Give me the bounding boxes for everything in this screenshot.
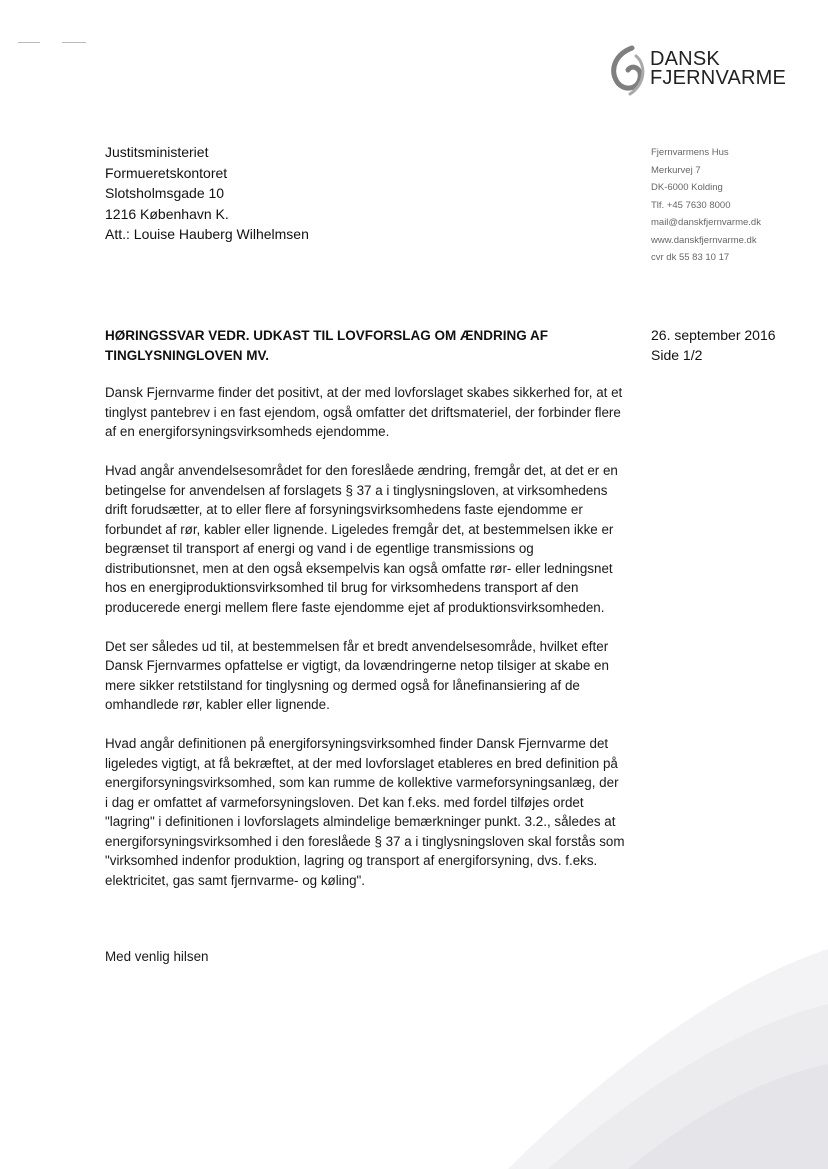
body-paragraph: Dansk Fjernvarme finder det positivt, at der med lovforslaget skabes sikkerhed for, at et tinglyst pantebrev i en fast ejendom, også omfatter det driftsmateriel, der forbinder flere af en energiforsyningsvirksomheds ejendomme.: [105, 385, 623, 439]
sender-address: [651, 144, 761, 267]
sender-cvr: cvr dk 55 83 10 17: [651, 252, 730, 263]
logo-line-1: DANSK: [650, 48, 720, 70]
recipient-line: 1216 København K.: [105, 205, 229, 222]
sender-website: www.danskfjernvarme.dk: [651, 234, 757, 246]
letter-body: [105, 383, 625, 910]
logo-line-2: FJERNVARME: [650, 67, 787, 89]
scan-artifact: [62, 42, 86, 43]
letter-subject: HØRINGSSVAR VEDR. UDKAST TIL LOVFORSLAG OM ÆNDRING AF TINGLYSNINGLOVEN MV.: [105, 328, 549, 363]
sender-email: mail@danskfjernvarme.dk: [651, 217, 761, 228]
sender-line: Tlf. +45 7630 8000: [651, 199, 731, 211]
recipient-line: Slotsholmsgade 10: [105, 185, 225, 201]
letter-closing: Med venlig hilsen: [105, 949, 209, 964]
scan-artifact: [18, 42, 40, 43]
flame-logo-icon: [606, 44, 650, 100]
recipient-line: Justitsministeriet: [105, 144, 209, 160]
body-paragraph: Det ser således ud til, at bestemmelsen får et bredt anvendelsesområde, hvilket efter Dansk Fjernvarmes opfattelse er vigtigt, da lovændringerne netop tilsiger at skabe en mere sikker retstilstand for tinglysning og dermed også for lånefinansiering af de omhandlede rør, kabler eller lignende.: [105, 638, 609, 712]
sender-line: Fjernvarmens Hus: [651, 147, 729, 158]
sender-line: DK-6000 Kolding: [651, 182, 723, 193]
recipient-line: Att.: Louise Hauberg Wilhelmsen: [105, 226, 309, 242]
recipient-address: [105, 142, 309, 245]
letter-date: 26. september 2016: [651, 327, 776, 343]
recipient-line: Formueretskontoret: [105, 164, 228, 181]
decorative-swoosh: [508, 839, 828, 1169]
body-paragraph: Hvad angår definitionen på energiforsyningsvirksomhed finder Dansk Fjernvarme det ligeledes vigtigt, at få bekræftet, at der med lovforslaget etableres en bred definition på energiforsyningsvirksomhed, som kan rumme de kollektive varmeforsyningsanlæg, der i dag er omfattet af varmeforsyningsloven. Det kan f.eks. med fordel tilføjes ordet "lagring" i definitionen i lovforslagets almindelige bemærkninger punkt. 3.2., således at energiforsyningsvirksomhed i den foreslåede § 37 a i tinglysningsloven skal forstås som "virksomhed indenfor produktion, lagring og transport af energiforsyning, dvs. f.eks. elektricitet, gas samt fjernvarme- og køling".: [105, 736, 625, 888]
sender-line: Merkurvej 7: [651, 164, 701, 176]
letter-meta: [651, 325, 776, 365]
page-number: Side 1/2: [651, 347, 703, 363]
company-logo: [606, 44, 796, 104]
body-paragraph: Hvad angår anvendelsesområdet for den foreslåede ændring, fremgår det, at det er en betingelse for anvendelsen af forslagets § 37 a i tinglysningsloven, at virksomhedens drift forudsætter, at to eller flere af forsyningsvirksomhedens faste ejendomme er forbundet af rør, kabler eller lignende. Ligeledes fremgår det, at bestemmelsen ikke er begrænset til transport af energi og vand i de egentlige transmissions og distributionsnet, men at den også eksempelvis kan også omfatte rør- eller ledningsnet hos en energiproduktionsvirksomhed til brug for virksomhedens transport af den producerede energi mellem flere faste ejendomme ejet af produktionsvirksomheden.: [105, 463, 618, 615]
